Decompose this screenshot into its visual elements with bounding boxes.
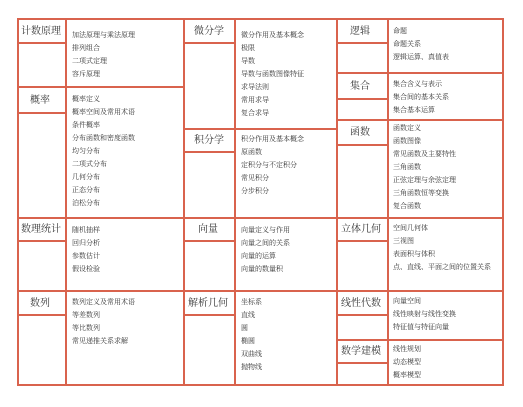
column-1-row-divider-3 bbox=[17, 290, 183, 292]
section-title-statistics: 数理统计 bbox=[21, 224, 61, 235]
list-item: 复合求导 bbox=[241, 109, 269, 117]
list-item: 特征值与特征向量 bbox=[393, 323, 449, 331]
title-box-vectors-bottom bbox=[183, 240, 234, 242]
list-item: 等比数列 bbox=[72, 324, 100, 332]
column-2-row-divider-3 bbox=[183, 290, 336, 292]
section-title-integral: 积分学 bbox=[194, 135, 224, 146]
list-item: 微分作用及基本概念 bbox=[241, 31, 304, 39]
list-item: 原函数 bbox=[241, 148, 262, 156]
list-item: 极限 bbox=[241, 44, 255, 52]
column-divider-1 bbox=[183, 18, 185, 386]
list-item: 二项式分布 bbox=[72, 160, 107, 168]
section-title-solid-geometry: 立体几何 bbox=[341, 224, 381, 235]
list-item: 向量定义与作用 bbox=[241, 226, 290, 234]
column-1-title-separator bbox=[65, 18, 67, 386]
section-title-probability: 概率 bbox=[30, 95, 50, 106]
list-item: 圆 bbox=[241, 324, 248, 332]
list-item: 逻辑运算、真值表 bbox=[393, 53, 449, 61]
column-3-row-divider-4 bbox=[336, 290, 504, 292]
column-3-row-divider-2 bbox=[336, 119, 504, 121]
list-item: 点、直线、平面之间的位置关系 bbox=[393, 263, 491, 271]
list-item: 条件概率 bbox=[72, 121, 100, 129]
title-box-counting-bottom bbox=[17, 42, 65, 44]
title-box-logic-bottom bbox=[336, 42, 387, 44]
list-item: 排列组合 bbox=[72, 44, 100, 52]
list-item: 常见递推关系求解 bbox=[72, 337, 128, 345]
list-item: 坐标系 bbox=[241, 298, 262, 306]
title-box-integral-bottom bbox=[183, 151, 234, 153]
list-item: 正态分布 bbox=[72, 186, 100, 194]
list-item: 函数定义 bbox=[393, 124, 421, 132]
column-2-row-divider-2 bbox=[183, 217, 336, 219]
list-item: 求导法则 bbox=[241, 83, 269, 91]
list-item: 概率定义 bbox=[72, 95, 100, 103]
list-item: 数列定义及常用术语 bbox=[72, 298, 135, 306]
column-1-row-divider-2 bbox=[17, 217, 183, 219]
section-title-math-modeling: 数学建模 bbox=[341, 346, 381, 357]
list-item: 函数图像 bbox=[393, 137, 421, 145]
list-item: 双曲线 bbox=[241, 350, 262, 358]
column-1-row-divider-1 bbox=[17, 86, 183, 88]
section-title-functions: 函数 bbox=[350, 127, 370, 138]
list-item: 加法原理与乘法原理 bbox=[72, 31, 135, 39]
list-item: 向量的运算 bbox=[241, 252, 276, 260]
list-item: 积分作用及基本概念 bbox=[241, 135, 304, 143]
list-item: 集合基本运算 bbox=[393, 106, 435, 114]
list-item: 等差数列 bbox=[72, 311, 100, 319]
list-item: 抛物线 bbox=[241, 363, 262, 371]
list-item: 分步积分 bbox=[241, 187, 269, 195]
section-title-linear-algebra: 线性代数 bbox=[341, 298, 381, 309]
list-item: 三角函数恒等变换 bbox=[393, 189, 449, 197]
column-3-row-divider-5 bbox=[336, 339, 504, 341]
column-3-row-divider-3 bbox=[336, 217, 504, 219]
list-item: 导数 bbox=[241, 57, 255, 65]
list-item: 概率空间及常用术语 bbox=[72, 108, 135, 116]
list-item: 复合函数 bbox=[393, 202, 421, 210]
title-box-sequences-bottom bbox=[17, 314, 65, 316]
list-item: 向量空间 bbox=[393, 297, 421, 305]
section-title-logic: 逻辑 bbox=[350, 26, 370, 37]
title-box-modeling-bottom bbox=[336, 362, 387, 364]
list-item: 概率模型 bbox=[393, 371, 421, 379]
list-item: 容斥原理 bbox=[72, 70, 100, 78]
list-item: 三角函数 bbox=[393, 163, 421, 171]
list-item: 常用求导 bbox=[241, 96, 269, 104]
list-item: 集合间的基本关系 bbox=[393, 93, 449, 101]
title-box-linear-bottom bbox=[336, 314, 387, 316]
list-item: 定积分与不定积分 bbox=[241, 161, 297, 169]
section-title-counting: 计数原理 bbox=[21, 26, 61, 37]
section-title-vectors: 向量 bbox=[198, 224, 218, 235]
list-item: 线性映射与线性变换 bbox=[393, 310, 456, 318]
title-box-functions-bottom bbox=[336, 144, 387, 146]
title-box-analytic-bottom bbox=[183, 314, 234, 316]
list-item: 泊松分布 bbox=[72, 199, 100, 207]
list-item: 随机抽样 bbox=[72, 226, 100, 234]
list-item: 动态模型 bbox=[393, 358, 421, 366]
list-item: 均匀分布 bbox=[72, 147, 100, 155]
list-item: 参数估计 bbox=[72, 252, 100, 260]
title-box-solid-bottom bbox=[336, 240, 387, 242]
list-item: 常见函数及主要特性 bbox=[393, 150, 456, 158]
list-item: 正弦定理与余弦定理 bbox=[393, 176, 456, 184]
list-item: 二项式定理 bbox=[72, 57, 107, 65]
list-item: 空间几何体 bbox=[393, 224, 428, 232]
list-item: 分布函数和密度函数 bbox=[72, 134, 135, 142]
list-item: 集合含义与表示 bbox=[393, 80, 442, 88]
column-2-row-divider-1 bbox=[183, 128, 336, 130]
list-item: 线性规划 bbox=[393, 345, 421, 353]
section-title-sets: 集合 bbox=[350, 81, 370, 92]
column-2-title-separator bbox=[234, 18, 236, 386]
list-item: 假设检验 bbox=[72, 265, 100, 273]
section-title-differential: 微分学 bbox=[194, 26, 224, 37]
column-3-row-divider-1 bbox=[336, 72, 504, 74]
list-item: 三视图 bbox=[393, 237, 414, 245]
list-item: 表面积与体积 bbox=[393, 250, 435, 258]
list-item: 椭圆 bbox=[241, 337, 255, 345]
title-box-sets-bottom bbox=[336, 98, 387, 100]
list-item: 直线 bbox=[241, 311, 255, 319]
title-box-statistics-bottom bbox=[17, 240, 65, 242]
list-item: 向量之间的关系 bbox=[241, 239, 290, 247]
list-item: 命题关系 bbox=[393, 40, 421, 48]
list-item: 几何分布 bbox=[72, 173, 100, 181]
title-box-probability-bottom bbox=[17, 112, 65, 114]
section-title-analytic-geometry: 解析几何 bbox=[188, 298, 228, 309]
list-item: 常见积分 bbox=[241, 174, 269, 182]
list-item: 导数与函数图像特征 bbox=[241, 70, 304, 78]
column-3-title-separator bbox=[387, 18, 389, 386]
title-box-differential-bottom bbox=[183, 42, 234, 44]
list-item: 命题 bbox=[393, 27, 407, 35]
section-title-sequences: 数列 bbox=[30, 298, 50, 309]
list-item: 向量的数量积 bbox=[241, 265, 283, 273]
list-item: 回归分析 bbox=[72, 239, 100, 247]
